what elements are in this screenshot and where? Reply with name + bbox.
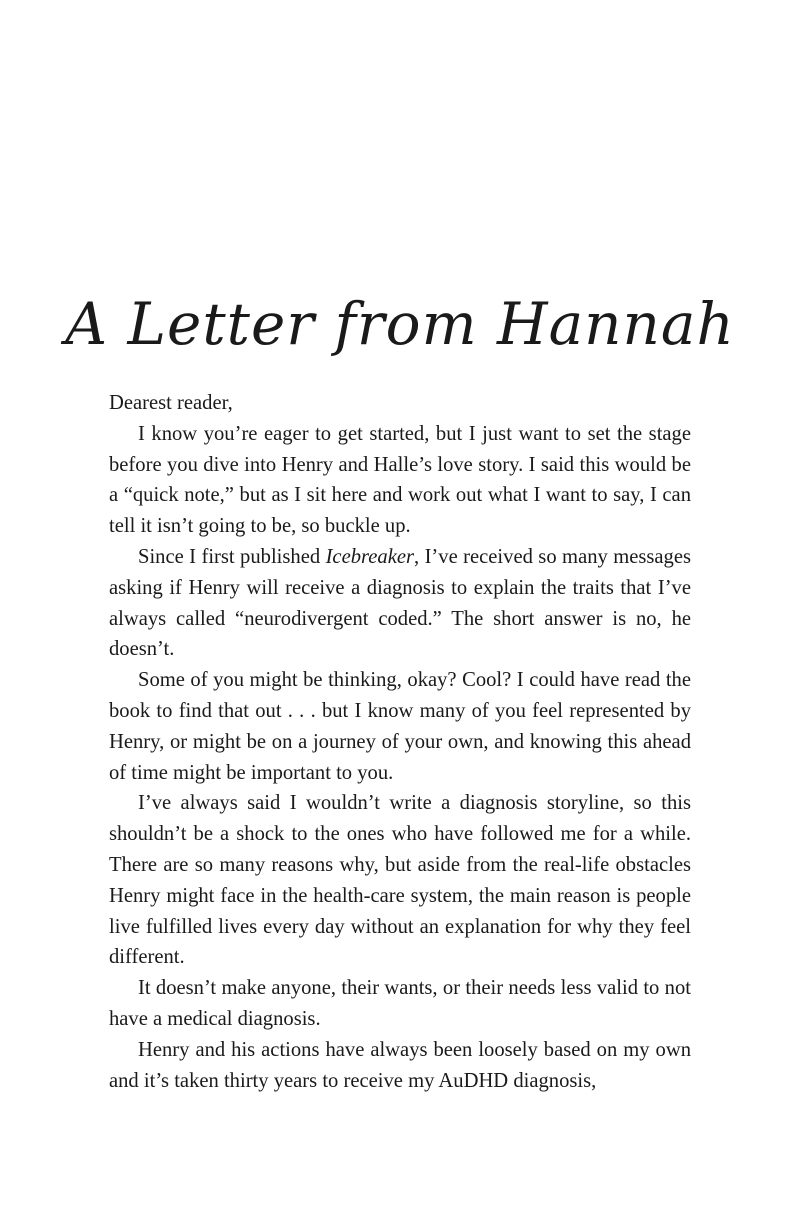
paragraph-2 bbox=[109, 542, 691, 665]
paragraph-4: I’ve always said I wouldn’t write a diagnosis storyline, so this shouldn’t be a shock to the ones who have followed me for a while. There are so many reasons why, but aside from the real-life obstacles Henry might face in the health-care system, the main reason is people live fulfilled lives every day without an explanation for why they feel different. bbox=[109, 792, 691, 969]
book-title-icebreaker: Icebreaker bbox=[325, 545, 414, 568]
paragraph-2-before: Since I first published bbox=[138, 545, 326, 568]
paragraph-1: I know you’re eager to get started, but I just want to set the stage before you dive into Henry and Halle’s love story. I said this would be a “quick note,” but as I sit here and work out what I want to say, I can tell it isn’t going to be, so buckle up. bbox=[109, 422, 691, 538]
paragraph-2-after: , I’ve received so many messages asking if Henry will receive a diagnosis to explain the traits that I’ve always called “neurodivergent coded.” The short answer is no, he doesn’t. bbox=[109, 545, 692, 661]
letter-body bbox=[109, 388, 691, 1096]
chapter-title-text: A Letter from Hannah bbox=[65, 290, 735, 358]
salutation: Dearest reader, bbox=[109, 392, 233, 414]
paragraph-3: Some of you might be thinking, okay? Cool? I could have read the book to find that out . . . but I know many of you feel represented by Henry, or might be on a journey of your own, and knowing this ahead of time might be important to you. bbox=[109, 669, 691, 784]
paragraph-6: Henry and his actions have always been loosely based on my own and it’s taken thirty years to receive my AuDHD diagnosis, bbox=[109, 1038, 691, 1092]
chapter-title bbox=[65, 282, 735, 372]
chapter-title-script bbox=[65, 282, 735, 372]
paragraph-5: It doesn’t make anyone, their wants, or their needs less valid to not have a medical diagnosis. bbox=[109, 977, 691, 1030]
